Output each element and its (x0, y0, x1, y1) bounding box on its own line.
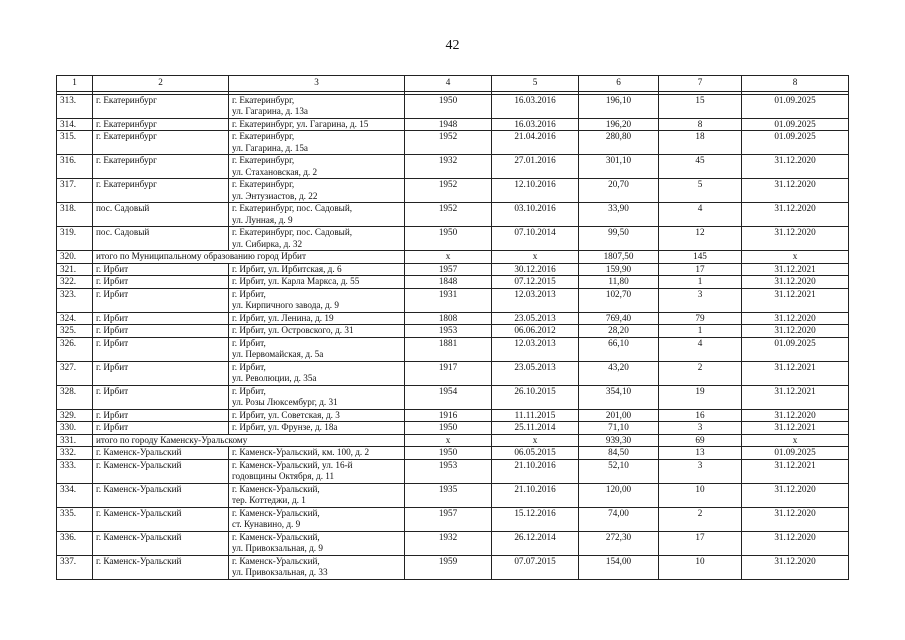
count-cell: 69 (659, 434, 742, 447)
table-row (57, 94, 849, 118)
address-line: г. Каменск-Уральский, (232, 531, 320, 542)
address-cell (229, 179, 405, 203)
address-cell (229, 483, 405, 507)
address-cell (229, 118, 405, 131)
address-line: ул. Гагарина, д. 15а (232, 142, 309, 153)
area-cell: 20,70 (579, 179, 659, 203)
locality-cell: г. Ирбит (93, 276, 229, 289)
row-number-cell: 335. (57, 507, 93, 531)
date-cell: 30.12.2016 (492, 263, 579, 276)
deadline-cell: 31.12.2021 (742, 361, 849, 385)
area-cell: 196,10 (579, 94, 659, 118)
year-cell: 1950 (405, 422, 492, 435)
table-row (57, 288, 849, 312)
deadline-cell: 31.12.2021 (742, 263, 849, 276)
area-cell: 939,30 (579, 434, 659, 447)
count-cell: 17 (659, 531, 742, 555)
area-cell: 272,30 (579, 531, 659, 555)
row-number-cell: 314. (57, 118, 93, 131)
address-line: г. Ирбит, ул. Фрунзе, д. 18а (232, 422, 338, 432)
count-cell: 19 (659, 385, 742, 409)
address-cell (229, 459, 405, 483)
locality-cell: г. Екатеринбург (93, 131, 229, 155)
locality-cell: г. Ирбит (93, 337, 229, 361)
address-line: ул. Привокзальная, д. 9 (232, 543, 323, 553)
table-row (57, 325, 849, 338)
deadline-cell: 31.12.2020 (742, 203, 849, 227)
row-number-cell: 325. (57, 325, 93, 338)
date-cell: 11.11.2015 (492, 409, 579, 422)
address-line: ул. Лунная, д. 9 (232, 214, 293, 225)
deadline-cell: 31.12.2020 (742, 507, 849, 531)
deadline-cell: 31.12.2020 (742, 312, 849, 325)
year-cell: 1935 (405, 483, 492, 507)
count-cell: 145 (659, 251, 742, 264)
table-row (57, 422, 849, 435)
address-line: г. Каменск-Уральский, (232, 555, 320, 566)
area-cell: 33,90 (579, 203, 659, 227)
address-line: г. Каменск-Уральский, км. 100, д. 2 (232, 447, 370, 457)
count-cell: 4 (659, 337, 742, 361)
row-number-cell: 321. (57, 263, 93, 276)
count-cell: 3 (659, 459, 742, 483)
deadline-cell: 31.12.2020 (742, 531, 849, 555)
year-cell: 1952 (405, 179, 492, 203)
row-number-cell: 330. (57, 422, 93, 435)
address-cell (229, 337, 405, 361)
deadline-cell: 01.09.2025 (742, 118, 849, 131)
table-row (57, 447, 849, 460)
deadline-cell: 31.12.2020 (742, 555, 849, 579)
row-number-cell: 316. (57, 155, 93, 179)
date-cell: 26.12.2014 (492, 531, 579, 555)
table-total-row (57, 434, 849, 447)
deadline-cell: 01.09.2025 (742, 94, 849, 118)
deadline-cell: 01.09.2025 (742, 447, 849, 460)
table-row (57, 409, 849, 422)
area-cell: 201,00 (579, 409, 659, 422)
column-header: 4 (405, 76, 492, 92)
address-line: г. Ирбит, ул. Советская, д. 3 (232, 409, 340, 420)
count-cell: 3 (659, 422, 742, 435)
table-row (57, 555, 849, 579)
deadline-cell: 31.12.2020 (742, 227, 849, 251)
count-cell: 13 (659, 447, 742, 460)
count-cell: 45 (659, 155, 742, 179)
column-header: 8 (742, 76, 849, 92)
address-line: ул. Гагарина, д. 13а (232, 106, 309, 116)
address-cell (229, 325, 405, 338)
address-cell (229, 422, 405, 435)
count-cell: 10 (659, 555, 742, 579)
table-row (57, 459, 849, 483)
year-cell: х (405, 434, 492, 447)
locality-cell: г. Екатеринбург (93, 179, 229, 203)
row-number-cell: 326. (57, 337, 93, 361)
address-cell (229, 94, 405, 118)
table-total-row (57, 251, 849, 264)
address-cell (229, 263, 405, 276)
count-cell: 2 (659, 361, 742, 385)
date-cell: 16.03.2016 (492, 118, 579, 131)
row-number-cell: 323. (57, 288, 93, 312)
count-cell: 8 (659, 118, 742, 131)
row-number-cell: 317. (57, 179, 93, 203)
address-line: г. Екатеринбург, (232, 94, 295, 105)
date-cell: 26.10.2015 (492, 385, 579, 409)
area-cell: 769,40 (579, 312, 659, 325)
date-cell: 21.10.2016 (492, 459, 579, 483)
deadline-cell: 31.12.2021 (742, 459, 849, 483)
date-cell: 12.10.2016 (492, 179, 579, 203)
area-cell: 11,80 (579, 276, 659, 289)
area-cell: 301,10 (579, 155, 659, 179)
area-cell: 74,00 (579, 507, 659, 531)
table-row (57, 276, 849, 289)
year-cell: 1948 (405, 118, 492, 131)
area-cell: 154,00 (579, 555, 659, 579)
count-cell: 12 (659, 227, 742, 251)
count-cell: 4 (659, 203, 742, 227)
address-line: ул. Стахановская, д. 2 (232, 166, 318, 177)
deadline-cell: х (742, 434, 849, 447)
column-header: 1 (57, 76, 93, 92)
table-row (57, 263, 849, 276)
address-cell (229, 312, 405, 325)
address-cell (229, 507, 405, 531)
column-header: 3 (229, 76, 405, 92)
deadline-cell: 31.12.2020 (742, 483, 849, 507)
locality-cell: пос. Садовый (93, 227, 229, 251)
year-cell: 1953 (405, 459, 492, 483)
year-cell: 1950 (405, 94, 492, 118)
address-line: годовщины Октября, д. 11 (232, 471, 335, 481)
table-row (57, 312, 849, 325)
locality-cell: г. Каменск-Уральский (93, 531, 229, 555)
address-line: г. Ирбит, (232, 288, 266, 299)
date-cell: 07.07.2015 (492, 555, 579, 579)
address-line: г. Екатеринбург, пос. Садовый, (232, 227, 353, 237)
date-cell: 12.03.2013 (492, 337, 579, 361)
year-cell: 1957 (405, 263, 492, 276)
deadline-cell: 01.09.2025 (742, 131, 849, 155)
address-cell (229, 131, 405, 155)
table-row (57, 227, 849, 251)
address-line: г. Каменск-Уральский, (232, 483, 320, 494)
area-cell: 120,00 (579, 483, 659, 507)
row-number-cell: 332. (57, 447, 93, 460)
row-number-cell: 319. (57, 227, 93, 251)
date-cell: 23.05.2013 (492, 361, 579, 385)
table-row (57, 507, 849, 531)
area-cell: 66,10 (579, 337, 659, 361)
address-line: г. Каменск-Уральский, (232, 507, 320, 518)
row-number-cell: 333. (57, 459, 93, 483)
row-number-cell: 336. (57, 531, 93, 555)
column-header: 5 (492, 76, 579, 92)
area-cell: 28,20 (579, 325, 659, 338)
year-cell: 1959 (405, 555, 492, 579)
date-cell: 16.03.2016 (492, 94, 579, 118)
year-cell: 1881 (405, 337, 492, 361)
year-cell: 1953 (405, 325, 492, 338)
housing-register-table (56, 75, 849, 580)
area-cell: 354,10 (579, 385, 659, 409)
locality-cell: г. Каменск-Уральский (93, 447, 229, 460)
address-line: ул. Привокзальная, д. 33 (232, 567, 328, 577)
table-row (57, 131, 849, 155)
locality-cell: г. Ирбит (93, 312, 229, 325)
locality-cell: г. Каменск-Уральский (93, 483, 229, 507)
row-number-cell: 322. (57, 276, 93, 289)
date-cell: 25.11.2014 (492, 422, 579, 435)
area-cell: 43,20 (579, 361, 659, 385)
row-number-cell: 315. (57, 131, 93, 155)
year-cell: 1952 (405, 203, 492, 227)
year-cell: 1950 (405, 447, 492, 460)
table-header-row (57, 76, 849, 92)
date-cell: 07.12.2015 (492, 276, 579, 289)
address-line: г. Екатеринбург, (232, 155, 295, 165)
deadline-cell: 31.12.2020 (742, 276, 849, 289)
date-cell: 03.10.2016 (492, 203, 579, 227)
count-cell: 17 (659, 263, 742, 276)
date-cell: 06.06.2012 (492, 325, 579, 338)
date-cell: 27.01.2016 (492, 155, 579, 179)
year-cell: 1848 (405, 276, 492, 289)
table-body (57, 76, 849, 580)
column-header: 6 (579, 76, 659, 92)
deadline-cell: 31.12.2021 (742, 288, 849, 312)
deadline-cell: 31.12.2020 (742, 325, 849, 338)
total-label-cell: итого по Муниципальному образованию город Ирбит (93, 251, 405, 264)
row-number-cell: 331. (57, 434, 93, 447)
deadline-cell: 31.12.2020 (742, 179, 849, 203)
total-label-cell: итого по городу Каменску-Уральскому (93, 434, 405, 447)
table-row (57, 337, 849, 361)
area-cell: 102,70 (579, 288, 659, 312)
address-line: г. Ирбит, ул. Карла Маркса, д. 55 (232, 276, 360, 286)
address-line: г. Ирбит, (232, 385, 266, 396)
deadline-cell: 31.12.2021 (742, 385, 849, 409)
table-row (57, 155, 849, 179)
locality-cell: пос. Садовый (93, 203, 229, 227)
table-row (57, 483, 849, 507)
address-line: г. Екатеринбург, пос. Садовый, (232, 203, 353, 213)
address-line: г. Екатеринбург, (232, 131, 295, 141)
row-number-cell: 337. (57, 555, 93, 579)
table-row (57, 531, 849, 555)
year-cell: 1952 (405, 131, 492, 155)
address-line: ул. Кирпичного завода, д. 9 (232, 300, 339, 310)
address-cell (229, 227, 405, 251)
locality-cell: г. Ирбит (93, 385, 229, 409)
address-line: ст. Кунавино, д. 9 (232, 519, 301, 529)
year-cell: 1808 (405, 312, 492, 325)
date-cell: х (492, 251, 579, 264)
deadline-cell: х (742, 251, 849, 264)
address-line: тер. Коттеджи, д. 1 (232, 495, 306, 505)
area-cell: 71,10 (579, 422, 659, 435)
address-cell (229, 203, 405, 227)
deadline-cell: 31.12.2021 (742, 422, 849, 435)
row-number-cell: 324. (57, 312, 93, 325)
address-line: ул. Революции, д. 35а (232, 373, 317, 383)
area-cell: 84,50 (579, 447, 659, 460)
address-cell (229, 409, 405, 422)
locality-cell: г. Екатеринбург (93, 94, 229, 118)
column-header: 7 (659, 76, 742, 92)
locality-cell: г. Каменск-Уральский (93, 459, 229, 483)
address-cell (229, 288, 405, 312)
locality-cell: г. Екатеринбург (93, 155, 229, 179)
address-line: г. Каменск-Уральский, ул. 16-й (232, 459, 353, 470)
row-number-cell: 320. (57, 251, 93, 264)
locality-cell: г. Ирбит (93, 361, 229, 385)
locality-cell: г. Ирбит (93, 422, 229, 435)
address-cell (229, 447, 405, 460)
address-line: ул. Первомайская, д. 5а (232, 349, 324, 359)
row-number-cell: 328. (57, 385, 93, 409)
deadline-cell: 01.09.2025 (742, 337, 849, 361)
date-cell: 07.10.2014 (492, 227, 579, 251)
count-cell: 18 (659, 131, 742, 155)
address-cell (229, 155, 405, 179)
address-line: г. Екатеринбург, ул. Гагарина, д. 15 (232, 118, 369, 129)
locality-cell: г. Ирбит (93, 288, 229, 312)
row-number-cell: 313. (57, 94, 93, 118)
address-line: г. Ирбит, (232, 361, 266, 372)
row-number-cell: 327. (57, 361, 93, 385)
date-cell: 15.12.2016 (492, 507, 579, 531)
address-line: г. Ирбит, ул. Ирбитская, д. 6 (232, 263, 342, 274)
address-line: ул. Энтузиастов, д. 22 (232, 190, 318, 201)
locality-cell: г. Ирбит (93, 263, 229, 276)
count-cell: 5 (659, 179, 742, 203)
year-cell: 1916 (405, 409, 492, 422)
count-cell: 15 (659, 94, 742, 118)
table-row (57, 385, 849, 409)
row-number-cell: 334. (57, 483, 93, 507)
year-cell: 1917 (405, 361, 492, 385)
row-number-cell: 329. (57, 409, 93, 422)
locality-cell: г. Каменск-Уральский (93, 555, 229, 579)
date-cell: 21.10.2016 (492, 483, 579, 507)
year-cell: 1957 (405, 507, 492, 531)
area-cell: 1807,50 (579, 251, 659, 264)
year-cell: 1954 (405, 385, 492, 409)
date-cell: х (492, 434, 579, 447)
year-cell: х (405, 251, 492, 264)
address-cell (229, 361, 405, 385)
address-line: г. Ирбит, ул. Ленина, д. 19 (232, 312, 334, 323)
address-cell (229, 531, 405, 555)
area-cell: 99,50 (579, 227, 659, 251)
locality-cell: г. Екатеринбург (93, 118, 229, 131)
row-number-cell: 318. (57, 203, 93, 227)
address-cell (229, 555, 405, 579)
locality-cell: г. Ирбит (93, 409, 229, 422)
count-cell: 10 (659, 483, 742, 507)
year-cell: 1931 (405, 288, 492, 312)
table-row (57, 361, 849, 385)
address-cell (229, 385, 405, 409)
count-cell: 1 (659, 276, 742, 289)
year-cell: 1932 (405, 155, 492, 179)
page-number: 42 (445, 38, 460, 53)
year-cell: 1950 (405, 227, 492, 251)
address-line: г. Екатеринбург, (232, 179, 295, 189)
area-cell: 196,20 (579, 118, 659, 131)
address-line: ул. Сибирка, д. 32 (232, 238, 303, 249)
count-cell: 3 (659, 288, 742, 312)
deadline-cell: 31.12.2020 (742, 155, 849, 179)
date-cell: 21.04.2016 (492, 131, 579, 155)
count-cell: 2 (659, 507, 742, 531)
date-cell: 23.05.2013 (492, 312, 579, 325)
date-cell: 06.05.2015 (492, 447, 579, 460)
year-cell: 1932 (405, 531, 492, 555)
deadline-cell: 31.12.2020 (742, 409, 849, 422)
address-line: г. Ирбит, (232, 337, 266, 348)
area-cell: 52,10 (579, 459, 659, 483)
table-row (57, 118, 849, 131)
count-cell: 16 (659, 409, 742, 422)
address-line: ул. Розы Люксембург, д. 31 (232, 397, 338, 407)
address-cell (229, 276, 405, 289)
count-cell: 1 (659, 325, 742, 338)
locality-cell: г. Ирбит (93, 325, 229, 338)
area-cell: 159,90 (579, 263, 659, 276)
count-cell: 79 (659, 312, 742, 325)
locality-cell: г. Каменск-Уральский (93, 507, 229, 531)
address-line: г. Ирбит, ул. Островского, д. 31 (232, 325, 354, 335)
table-row (57, 179, 849, 203)
area-cell: 280,80 (579, 131, 659, 155)
table-row (57, 203, 849, 227)
date-cell: 12.03.2013 (492, 288, 579, 312)
column-header: 2 (93, 76, 229, 92)
